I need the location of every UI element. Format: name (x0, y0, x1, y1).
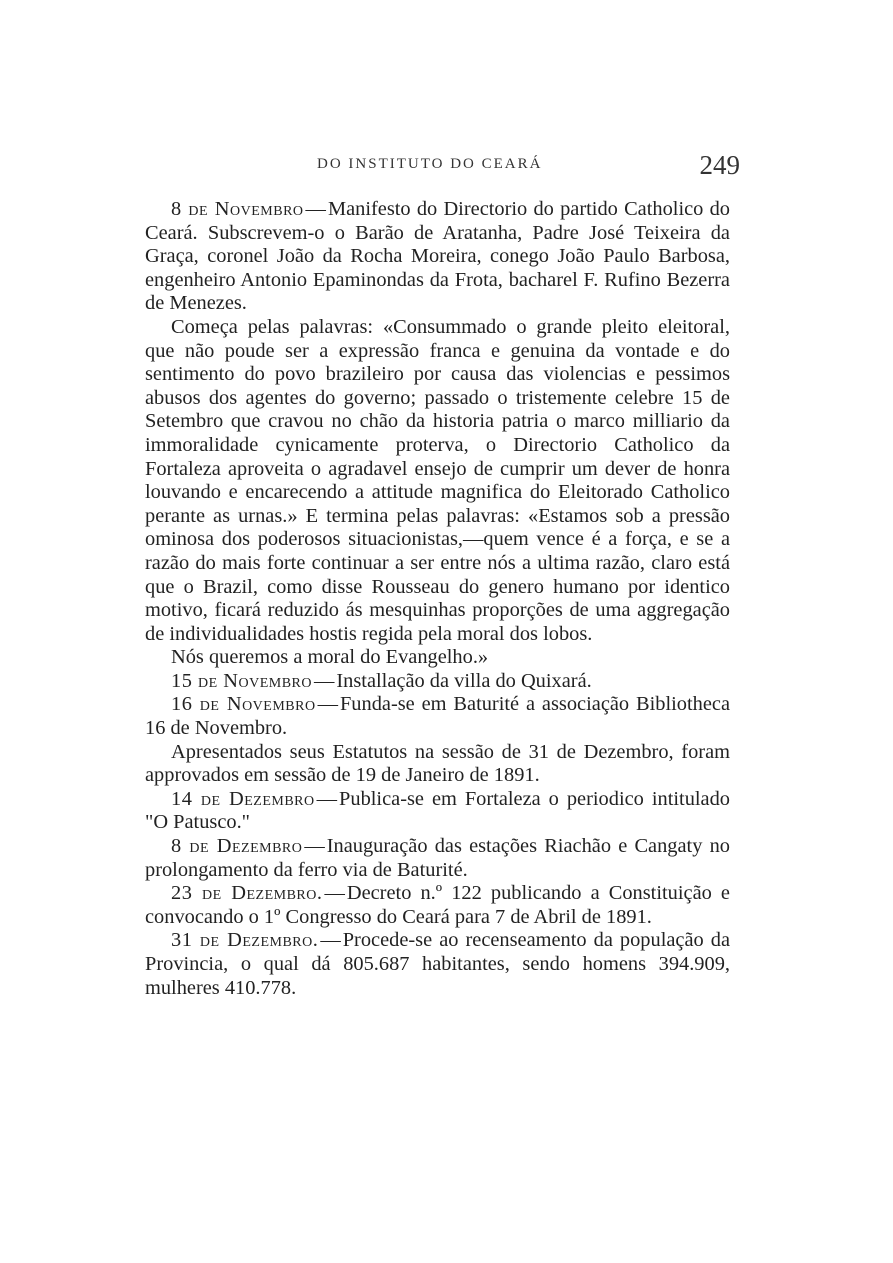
entry-text: Installação da villa do Quixará. (336, 669, 592, 692)
entry-paragraph (145, 316, 730, 646)
entry-text: Apresentados seus Estatutos na sessão de 31 de Dezembro, foram approvados em sessão de 19 de Janeiro de 1891. (145, 740, 730, 787)
entry-text: Nós queremos a moral do Evangelho.» (171, 646, 489, 669)
entry-text: Decreto n.º 122 publicando a Constituição e convocando o 1º Congresso do Ceará para 7 de Abril de 1891. (145, 882, 730, 928)
entry-separator: — (304, 835, 325, 858)
entry-text: Manifesto do Directorio do partido Catholico do Ceará. Subscrevem-o o Barão de Aratanha, Padre José Teixeira da Graça, coronel João da Rocha Moreira, conego João Paulo Barbosa, engenheiro Antonio Epaminondas da Frota, bacharel F. Rufino Bezerra de Menezes. (145, 198, 730, 315)
entry-paragraph (145, 835, 730, 882)
entry-paragraph (145, 788, 730, 835)
entry-separator: — (324, 882, 345, 905)
page-number: 249 (699, 150, 740, 180)
entry-paragraph (145, 741, 730, 788)
entry-paragraph (145, 929, 730, 1000)
entry-separator: — (305, 198, 326, 220)
entry-text: Procede-se ao recenseamento da população da Provincia, o qual dá 805.687 habitantes, sendo homens 394.909, mulheres 410.778. (145, 929, 730, 999)
entry-date: 14 de Dezembro (171, 787, 315, 810)
entry-date: 31 de Dezembro. (171, 929, 319, 952)
entry-date: 16 de Novembro (171, 693, 316, 716)
entry-text: Inauguração das estações Riachão e Cangaty no prolongamento da ferro via de Baturité. (145, 835, 730, 881)
chronology-text (145, 198, 730, 1000)
entry-paragraph (145, 670, 730, 694)
entry-date: 8 de Dezembro (171, 835, 303, 858)
entry-paragraph (145, 646, 730, 670)
entry-separator: — (316, 787, 338, 810)
entry-text: Publica-se em Fortaleza o periodico intitulado "O Patusco." (145, 787, 730, 834)
entry-date: 8 de Novembro (171, 198, 304, 220)
entry-paragraph (145, 198, 730, 316)
entry-date: 15 de Novembro (171, 669, 312, 692)
entry-text: Funda-se em Baturité a associação Bibliotheca 16 de Novembro. (145, 693, 731, 740)
entry-paragraph (145, 882, 730, 929)
running-head: DO INSTITUTO DO CEARÁ (317, 156, 543, 172)
entry-separator: — (313, 669, 335, 692)
entry-separator: — (317, 693, 338, 716)
entry-paragraph (145, 693, 730, 740)
entry-date: 23 de Dezembro. (171, 882, 323, 905)
page-header (145, 150, 740, 186)
entry-separator: — (320, 929, 341, 952)
entry-text: Começa pelas palavras: «Consummado o grande pleito eleitoral, que não poude ser a expressão franca e genuina da vontade e do sentimento do povo brazileiro por causa das violencias e pessimos abusos dos agentes do governo; passado o tristemente celebre 15 de Setembro que cravou no chão da historia patria o marco milliario da immoralidade cynicamente proterva, o Directorio Catholico da Fortaleza aproveita o agradavel ensejo de cumprir um dever de honra louvando e encarecendo a attitude magnifica do Eleitorado Catholico perante as urnas.» E termina pelas palavras: «Estamos sob a pressão ominosa dos poderosos situacionistas,—quem vence é a força, e se a razão do mais forte continuar a ser entre nós a ultima razão, claro está que o Brazil, como disse Rousseau do genero humano por identico motivo, ficará reduzido ás mesquinhas proporções de uma aggregação de individualidades hostis regida pela moral dos lobos. (145, 315, 730, 645)
